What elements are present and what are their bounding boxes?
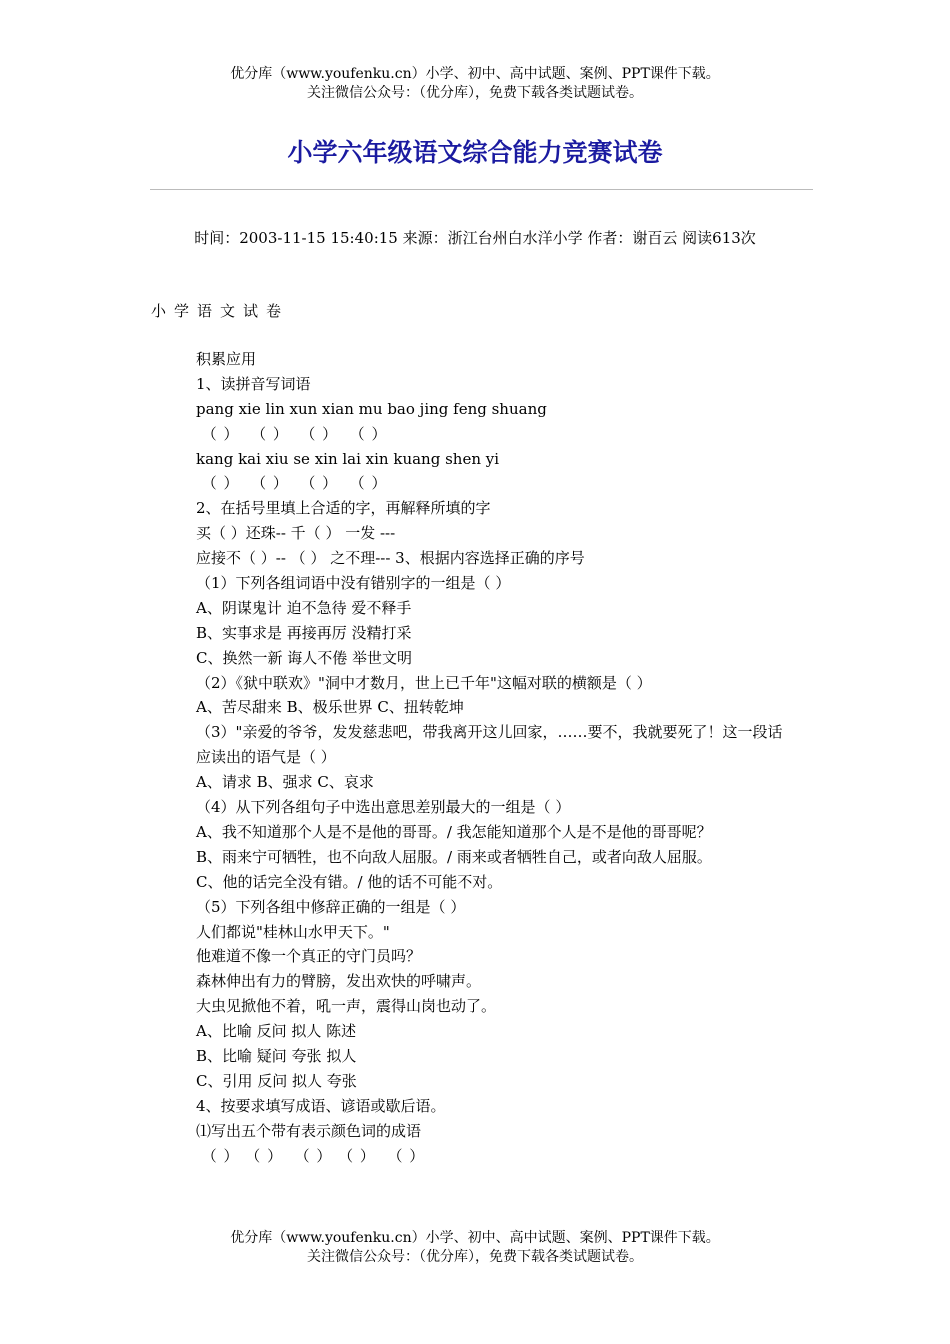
- subquestion-3: （3）"亲爱的爷爷，发发慈悲吧，带我离开这儿回家，……要不，我就要死了！这一段话 应读出的语气是（ ）: [196, 723, 783, 767]
- question-2: 2、在括号里填上合适的字，再解释所填的字: [196, 499, 491, 518]
- header-ad-line-2: 关注微信公众号：（优分库），免费下载各类试题试卷。: [307, 85, 643, 101]
- header-ad-line-1: 优分库（www.youfenku.cn）小学、初中、高中试题、案例、PPT课件下载。: [230, 66, 720, 82]
- paper-subtitle: 小学语文试卷: [151, 302, 290, 320]
- sentence-line: 人们都说"桂林山水甲天下。": [196, 922, 390, 941]
- sentence-line: 森林伸出有力的臂膀，发出欢快的呼啸声。: [196, 972, 482, 991]
- option-line: C、他的话完全没有错。/ 他的话不可能不对。: [196, 872, 503, 891]
- option-line: B、比喻 疑问 夸张 拟人: [196, 1047, 357, 1065]
- option-line: A、请求 B、强求 C、哀求: [196, 773, 374, 792]
- blank-row-3: （ ） （ ） （ ） （ ） （ ）: [196, 1146, 426, 1165]
- pinyin-row-2: kang kai xiu se xin lai xin kuang shen yi: [196, 449, 500, 468]
- subquestion-2: （2）《狱中联欢》"洞中才数月，世上已千年"这幅对联的横额是（ ）: [196, 673, 652, 692]
- section-heading: 积累应用: [196, 350, 257, 368]
- page-title: 小学六年级语文综合能力竞赛试卷: [287, 138, 663, 167]
- idiom-fill-2: 应接不（ ）-- （ ） 之不理--- 3、根据内容选择正确的序号: [196, 549, 585, 568]
- footer-ad-line-2: 关注微信公众号：（优分库），免费下载各类试题试卷。: [307, 1249, 643, 1265]
- title-divider: [150, 189, 813, 190]
- option-line: A、我不知道那个人是不是他的哥哥。/ 我怎能知道那个人是不是他的哥哥呢？: [196, 822, 712, 841]
- blank-row-2: （ ） （ ） （ ） （ ）: [196, 474, 388, 493]
- exam-body: [151, 347, 791, 1168]
- sentence-line: 他难道不像一个真正的守门员吗？: [196, 947, 422, 966]
- option-line: C、引用 反问 拟人 夸张: [196, 1071, 357, 1090]
- question-1: 1、读拼音写词语: [196, 374, 311, 393]
- idiom-fill-1: 买（ ）还珠-- 千（ ） 一发 ---: [196, 524, 396, 543]
- subquestion-1: （1）下列各组词语中没有错别字的一组是（ ）: [196, 574, 511, 593]
- pinyin-row-1: pang xie lin xun xian mu bao jing feng shuang: [196, 399, 547, 418]
- option-line: C、换然一新 诲人不倦 举世文明: [196, 648, 413, 667]
- subquestion-5: （5）下列各组中修辞正确的一组是（ ）: [196, 897, 466, 916]
- subquestion-4-1: ⑴写出五个带有表示颜色词的成语: [196, 1121, 422, 1140]
- footer-ad-line-1: 优分库（www.youfenku.cn）小学、初中、高中试题、案例、PPT课件下载。: [230, 1230, 720, 1246]
- option-line: A、比喻 反问 拟人 陈述: [196, 1022, 357, 1041]
- option-line: B、雨来宁可牺牲，也不向敌人屈服。/ 雨来或者牺牲自己，或者向敌人屈服。: [196, 847, 712, 866]
- sentence-line: 大虫见掀他不着，吼一声，震得山岗也动了。: [196, 997, 497, 1016]
- blank-row-1: （ ） （ ） （ ） （ ）: [196, 424, 388, 443]
- option-line: B、实事求是 再接再厉 没精打采: [196, 623, 412, 642]
- option-line: A、阴谋鬼计 迫不急待 爱不释手: [196, 598, 412, 617]
- subquestion-4: （4）从下列各组句子中选出意思差别最大的一组是（ ）: [196, 798, 571, 817]
- article-meta: 时间：2003-11-15 15:40:15 来源：浙江台州白水洋小学 作者：谢百云 阅读613次: [194, 229, 756, 247]
- option-line: A、苦尽甜来 B、极乐世界 C、扭转乾坤: [196, 698, 464, 717]
- question-4: 4、按要求填写成语、谚语或歇后语。: [196, 1096, 446, 1115]
